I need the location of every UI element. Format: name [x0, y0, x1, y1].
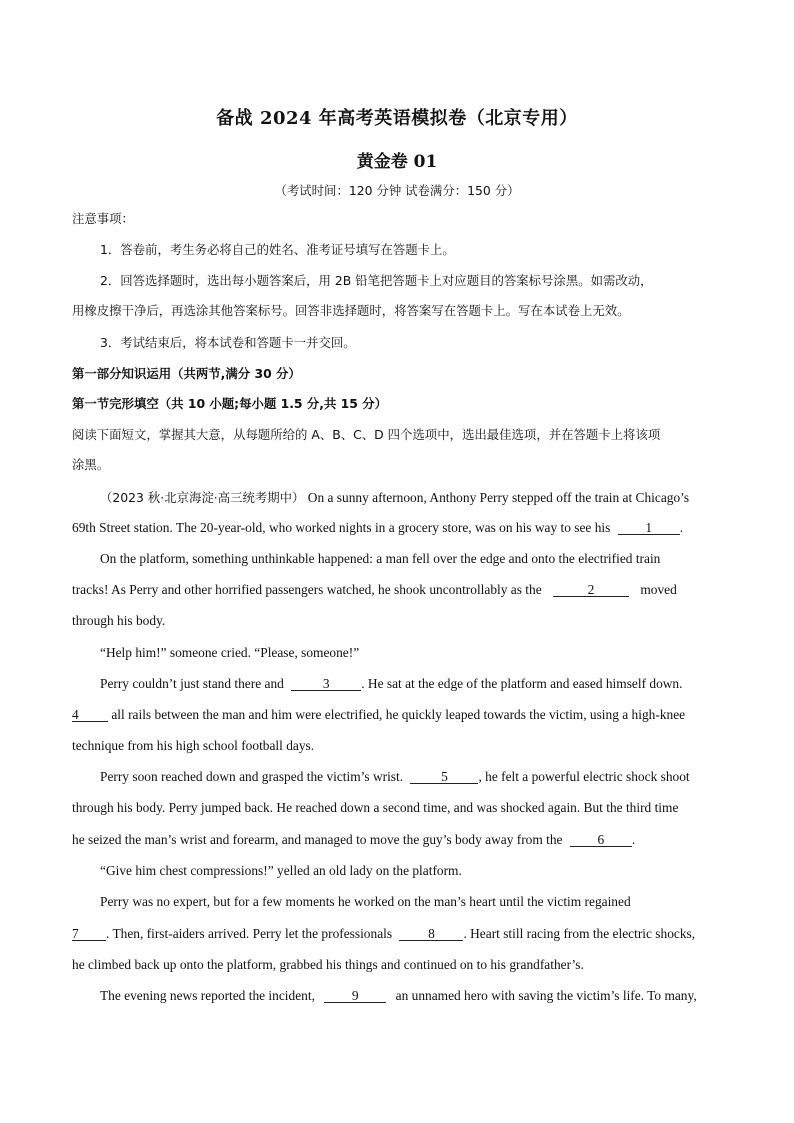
answer-blank-1: 1	[618, 521, 680, 535]
passage-text: technique from his high school football days.	[72, 738, 315, 753]
passage-text: “Give him chest compressions!” yelled an old lady on the platform.	[100, 863, 462, 878]
passage-text: .	[679, 520, 684, 535]
answer-blank-9: 9	[324, 989, 386, 1003]
passage-line	[72, 957, 584, 973]
passage-text: he seized the man’s wrist and forearm, and managed to move the guy’s body away from the	[72, 832, 563, 847]
passage-text: “Help him!” someone cried. “Please, someone!”	[100, 645, 360, 660]
passage-line	[72, 520, 683, 536]
passage-text: Perry soon reached down and grasped the victim’s wrist.	[100, 769, 404, 784]
passage-text: .	[631, 832, 636, 847]
passage-line	[72, 926, 695, 942]
passage-line	[72, 582, 677, 598]
note-item-3: 3．考试结束后，将本试卷和答题卡一并交回。	[100, 335, 356, 350]
notes-heading: 注意事项：	[72, 211, 134, 226]
passage-line	[100, 894, 631, 910]
passage-line	[72, 613, 165, 629]
passage-text: moved	[640, 582, 677, 597]
passage-line	[72, 832, 635, 848]
passage-line	[100, 551, 660, 567]
answer-blank-5: 5	[410, 770, 478, 784]
instructions-line-2: 涂黑。	[72, 457, 110, 472]
passage-text: an unnamed hero with saving the victim’s life. To many,	[395, 988, 697, 1003]
passage-line	[100, 676, 682, 692]
paper-subtitle: 黄金卷 01	[356, 152, 438, 172]
answer-blank-6: 6	[570, 833, 632, 847]
answer-blank-4: 4	[72, 708, 108, 722]
passage-line	[100, 769, 690, 785]
passage-text: tracks! As Perry and other horrified passengers watched, he shook uncontrollably as the	[72, 582, 542, 597]
passage-text: . Heart still racing from the electric shocks,	[463, 926, 696, 941]
passage-line	[72, 800, 678, 816]
passage-text: all rails between the man and him were electrified, he quickly leaped towards the victim, using a high-knee	[111, 707, 686, 722]
passage-text: he climbed back up onto the platform, grabbed his things and continued on to his grandfather’s.	[72, 957, 584, 972]
passage-text: On the platform, something unthinkable happened: a man fell over the edge and onto the electrified train	[100, 551, 661, 566]
note-item-2-line-1: 2．回答选择题时，选出每小题答案后，用 2B 铅笔把答题卡上对应题目的答案标号涂黑。如需改动，	[100, 273, 653, 288]
passage-line	[72, 707, 685, 723]
passage-text: 69th Street station. The 20-year-old, who worked nights in a grocery store, was on his way to see his	[72, 520, 611, 535]
answer-blank-3: 3	[291, 677, 361, 691]
passage-text: Perry was no expert, but for a few moments he worked on the man’s heart until the victim regained	[100, 894, 631, 909]
passage-text: The evening news reported the incident,	[100, 988, 315, 1003]
page-title: 备战 2024 年高考英语模拟卷（北京专用）	[216, 108, 578, 129]
answer-blank-7: 7	[72, 927, 106, 941]
passage-line	[72, 738, 314, 754]
passage-text: . Then, first-aiders arrived. Perry let the professionals	[106, 926, 393, 941]
instructions-line-1: 阅读下面短文，掌握其大意，从每题所给的 A、B、C、D 四个选项中，选出最佳选项，并在答题卡上将该项	[72, 427, 661, 442]
passage-text: through his body.	[72, 613, 166, 628]
part1-heading: 第一部分知识运用（共两节,满分 30 分）	[72, 366, 301, 381]
passage-text: On a sunny afternoon, Anthony Perry stepped off the train at Chicago’s	[307, 490, 690, 505]
passage-line	[100, 645, 359, 661]
exam-time-info: （考试时间：120 分钟 试卷满分：150 分）	[274, 183, 520, 198]
passage-line	[100, 488, 689, 506]
passage-text: . He sat at the edge of the platform and eased himself down.	[361, 676, 683, 691]
passage-text: Perry couldn’t just stand there and	[100, 676, 284, 691]
passage-source: （2023 秋·北京海淀·高三统考期中）	[100, 490, 305, 505]
passage-text: , he felt a powerful electric shock shoot	[478, 769, 690, 784]
answer-blank-8: 8	[399, 927, 463, 941]
note-item-1: 1．答卷前，考生务必将自己的姓名、准考证号填写在答题卡上。	[100, 242, 455, 257]
answer-blank-2: 2	[553, 583, 629, 597]
section1-heading: 第一节完形填空（共 10 小题;每小题 1.5 分,共 15 分）	[72, 396, 388, 411]
note-item-2-line-2: 用橡皮擦干净后，再选涂其他答案标号。回答非选择题时，将答案写在答题卡上。写在本试卷上无效。	[72, 303, 630, 318]
passage-line	[100, 863, 462, 879]
passage-text: through his body. Perry jumped back. He reached down a second time, and was shocked again. But the third time	[72, 800, 679, 815]
passage-line	[100, 988, 697, 1004]
